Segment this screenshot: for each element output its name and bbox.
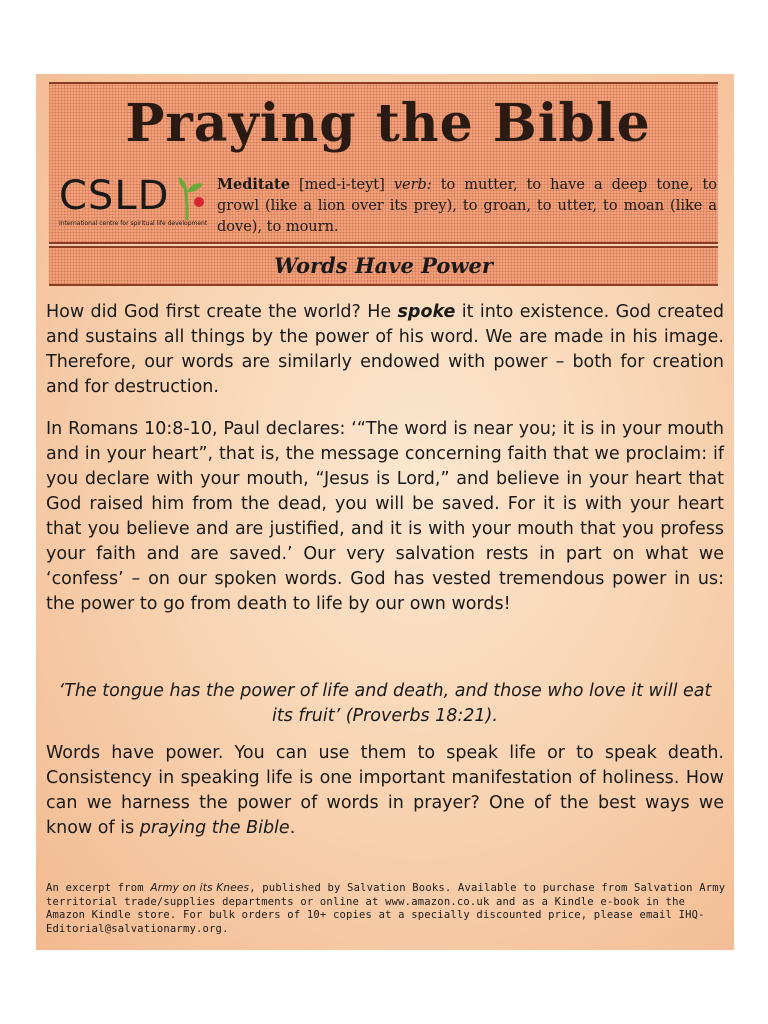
paragraph-3-text-end: . [289,818,296,838]
csld-logo [59,173,209,236]
definition-part-of-speech: verb: [393,177,432,193]
definition [217,174,717,238]
section-banner [49,246,718,286]
page [36,74,734,950]
page-title: Praying the Bible [125,93,651,154]
scripture-quote [46,679,724,729]
paragraph-3-text: Words have power. You can use them to speak life or to speak death. Consistency in speaking life is one important manifestation of holiness. How can we harness the power of words in prayer? One of the best ways we know of is [46,743,724,838]
footer-text: An excerpt from [46,882,151,894]
paragraph-1 [46,300,724,400]
paragraph-1-text-end: it into existence. God created and sustains all things by the power of his word. We are made in his image. Therefore, our words are similarly endowed with power – both for creation and for destruction. [46,302,724,397]
logo-subtext: International centre for spiritual life development [59,220,208,227]
footer-note [46,882,726,936]
footer-book-title: Army on its Knees [150,882,250,894]
definition-meaning: to mutter, to have a deep tone, to growl (like a lion over its prey), to groan, to utter, to moan (like a dove), to mourn. [217,177,718,235]
paragraph-1-emphasis: spoke [397,302,456,322]
paragraph-3-emphasis: praying the Bible [139,818,290,838]
header-banner [49,82,718,244]
definition-pronunciation: [med-i-teyt] [298,177,385,193]
quote-text: ‘The tongue has the power of life and death, and those who love it will eat its fruit’ [58,681,712,726]
footer-text-end: , published by Salvation Books. Available to purchase from Salvation Army territorial trade/supplies departments or online at www.amazon.co.uk and as a Kindle e-book in the Amazon Kindle store. For bulk orders of 10+ copies at a specially discounted price, please email IHQ-Editorial@salvationarmy.org. [46,882,726,935]
paragraph-2: In Romans 10:8-10, Paul declares: ‘“The word is near you; it is in your mouth and in your heart”, that is, the message concerning faith that we proclaim: if you declare with your mouth, “Jesus is Lord,” and believe in your heart that God raised him from the dead, you will be saved. For it is with your heart that you believe and are justified, and it is with your mouth that you profess your faith and are saved.’ Our very salvation rests in part on what we ‘confess’ – on our spoken words. God has vested tremendous power in us: the power to go from death to life by our own words! [46,419,724,614]
paragraph-1-text: How did God first create the world? He [46,302,398,322]
quote-reference: (Proverbs 18:21). [340,706,498,726]
section-title: Words Have Power [274,253,493,278]
paragraph-3 [46,741,724,841]
sprout-icon [177,176,207,220]
definition-word: Meditate [217,176,290,193]
logo-text: CSLD [59,173,170,219]
